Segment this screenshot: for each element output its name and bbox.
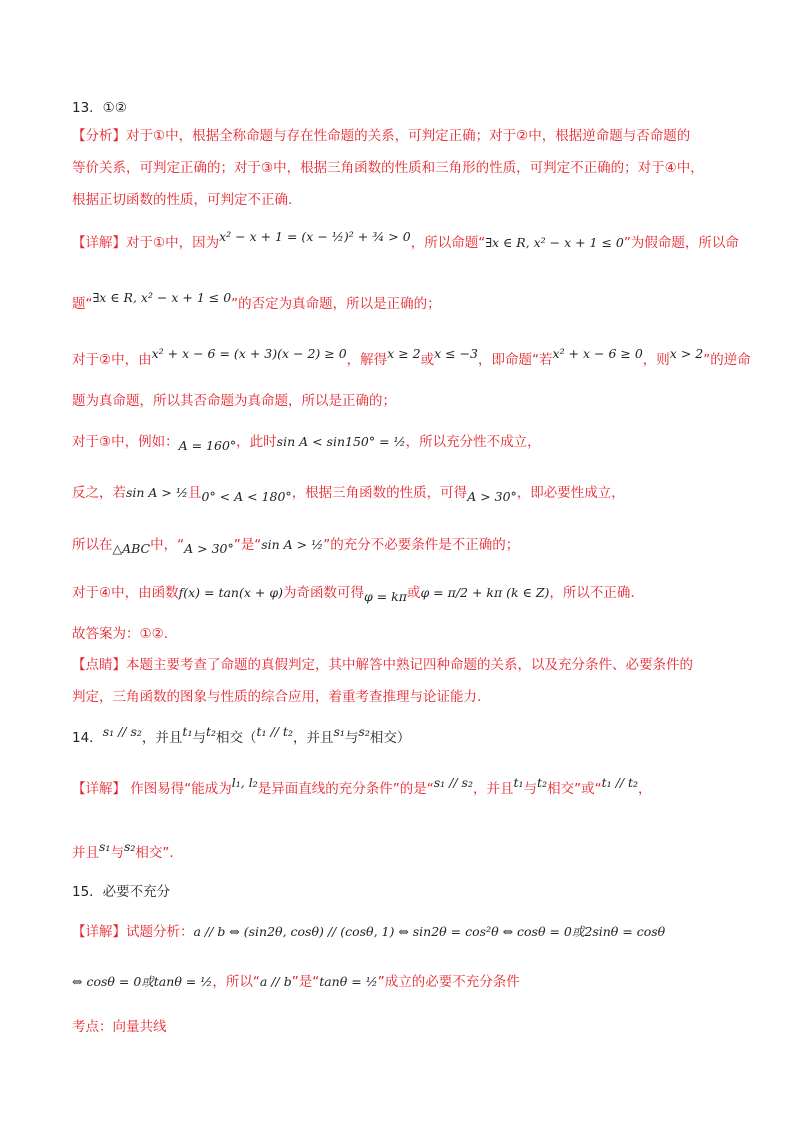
text: 对于①中，因为 (126, 235, 220, 251)
text: 或 (420, 352, 435, 368)
formula: f(x) = tan(x + φ) (178, 585, 283, 600)
text: 是异面直线的充分条件”的是“ (257, 781, 434, 797)
text: 或 (406, 585, 421, 601)
formula: s₂ (123, 839, 136, 854)
text: ”是“ (291, 974, 320, 990)
text: 与 (344, 730, 359, 746)
formula: t₂ (537, 775, 548, 790)
formula: t₁ // t₂ (256, 724, 293, 739)
formula: x ≤ −3 (434, 346, 479, 361)
formula: t₁ (513, 775, 524, 790)
detail-tag: 【详解】 (72, 235, 126, 251)
formula: x ≥ 2 (387, 346, 421, 361)
text: 对于③中，例如： (72, 434, 179, 450)
q13-detail-line5 (72, 432, 740, 452)
text: ，所以不正确. (549, 585, 635, 601)
text: 相交”. (135, 845, 174, 861)
text: 为奇函数可得 (282, 585, 364, 601)
analysis-tag: 【分析】 (72, 128, 126, 144)
text: ，并且 (473, 781, 514, 797)
q13-header: 13．①② (72, 100, 127, 116)
q15-detail-line1 (72, 922, 740, 942)
q14-detail-line1 (72, 775, 740, 799)
text: ， (638, 781, 652, 797)
text: ”的否定为真命题，所以是正确的； (231, 296, 441, 312)
q13-comment-line1 (72, 655, 740, 675)
formula: sin A < sin150° = ½ (276, 434, 406, 449)
text: ，即必要性成立， (516, 485, 625, 501)
analysis-text: 对于①中，根据全称命题与存在性命题的关系，可判定正确；对于②中，根据逆命题与否命题的 (126, 128, 691, 144)
formula: ⇔ cosθ = 0或tanθ = ½ (72, 974, 213, 989)
q13-detail-line1 (72, 229, 740, 253)
text: 作图易得“能成为 (126, 781, 232, 797)
formula: s₁ // s₂ (433, 775, 473, 790)
detail-tag: 【详解】 (72, 924, 126, 940)
text: ，根据三角函数的性质，可得 (291, 485, 468, 501)
text: 相交） (369, 730, 411, 746)
q13-analysis-line2: 等价关系，可判定正确的；对于③中，根据三角函数的性质和三角形的性质，可判定不正确的；对于④中， (72, 160, 704, 176)
text: 14． (72, 730, 103, 746)
formula: t₁ // t₂ (601, 775, 639, 790)
formula: A = 160° (178, 438, 237, 453)
q13-detail-line7 (72, 535, 740, 555)
text: ，解得 (346, 352, 388, 368)
formula: x² + x − 6 ≥ 0 (552, 346, 643, 361)
q14-header (72, 724, 740, 748)
formula: φ = kπ (363, 589, 407, 604)
text: 所以在 (72, 537, 113, 553)
formula: t₂ (205, 724, 217, 739)
q13-analysis-line3: 根据正切函数的性质，可判定不正确. (72, 192, 293, 208)
text: 中，“ (150, 537, 185, 553)
formula: tanθ = ½ (319, 974, 378, 989)
text: 与 (192, 730, 206, 746)
formula: sin A > ½ (261, 537, 324, 552)
formula: ∃x ∈ R, x² − x + 1 ≤ 0 (92, 290, 232, 305)
q15-detail-line2 (72, 972, 740, 992)
q13-detail-line2 (72, 290, 740, 314)
q13-comment-line2: 判定，三角函数的图象与性质的综合应用，着重考查推理与论证能力. (72, 689, 482, 705)
text: ”是“ (233, 537, 262, 553)
formula: sin A > ½ (126, 485, 188, 500)
text: 对于④中，由函数 (72, 585, 179, 601)
text: ”的充分不必要条件是不正确的； (323, 537, 520, 553)
formula: ∃x ∈ R, x² − x + 1 ≤ 0 (485, 235, 624, 250)
text: 相交（ (216, 730, 257, 746)
formula: a // b ⇔ (sin2θ, cosθ) // (cosθ, 1) ⇔ sin2θ = cos²θ ⇔ cosθ = 0或2sinθ = cosθ (193, 924, 666, 939)
text: ，即命题“若 (478, 352, 553, 368)
formula: A > 30° (184, 541, 234, 556)
formula: s₁ (99, 839, 111, 854)
text: 对于②中，由 (72, 352, 152, 368)
q15-topic: 考点：向量共线 (72, 1019, 167, 1035)
formula: a // b (259, 974, 292, 989)
text: 且 (188, 485, 202, 501)
q14-detail-line2 (72, 839, 740, 863)
formula: A > 30° (467, 489, 517, 504)
text: ，所以命题“ (410, 235, 486, 251)
text: ，则 (642, 352, 670, 368)
text: 题“ (72, 296, 93, 312)
text: 试题分析： (126, 924, 194, 940)
detail-tag: 【详解】 (72, 781, 126, 797)
text: 相交”或“ (547, 781, 602, 797)
text: 反之，若 (72, 485, 126, 501)
formula: x² − x + 1 = (x − ½)² + ¾ > 0 (219, 229, 411, 244)
text: ”为假命题，所以命 (623, 235, 739, 251)
q15-header: 15．必要不充分 (72, 884, 171, 900)
q13-analysis-line1 (72, 126, 740, 146)
text: ，并且 (141, 730, 183, 746)
text: 本题主要考查了命题的真假判定，其中解答中熟记四种命题的关系，以及充分条件、必要条件的 (126, 657, 693, 673)
formula: φ = π/2 + kπ (k ∈ Z) (420, 585, 550, 600)
formula: 0° < A < 180° (201, 489, 292, 504)
q13-detail-line3 (72, 346, 751, 370)
text: ，所以“ (212, 974, 260, 990)
formula: s₁ (333, 724, 345, 739)
text: ”成立的必要不充分条件 (377, 974, 520, 990)
text: 与 (523, 781, 538, 797)
text: ”的逆命 (703, 352, 751, 368)
formula: s₁ // s₂ (102, 724, 142, 739)
text: ，所以充分性不成立， (405, 434, 541, 450)
formula: x² + x − 6 = (x + 3)(x − 2) ≥ 0 (151, 346, 347, 361)
formula: x > 2 (669, 346, 704, 361)
q13-answer: 故答案为：①②. (72, 626, 168, 642)
formula: t₁ (182, 724, 193, 739)
text: 并且 (72, 845, 99, 861)
q13-detail-line8 (72, 583, 740, 603)
text: 与 (110, 845, 124, 861)
formula: l₁, l₂ (231, 775, 258, 790)
text: ，此时 (236, 434, 277, 450)
comment-tag: 【点睛】 (72, 657, 126, 673)
formula: △ABC (112, 541, 151, 556)
formula: s₂ (358, 724, 370, 739)
q13-detail-line4: 题为真命题，所以其否命题为真命题，所以是正确的； (72, 393, 396, 409)
text: ，并且 (292, 730, 334, 746)
q13-detail-line6 (72, 483, 740, 503)
